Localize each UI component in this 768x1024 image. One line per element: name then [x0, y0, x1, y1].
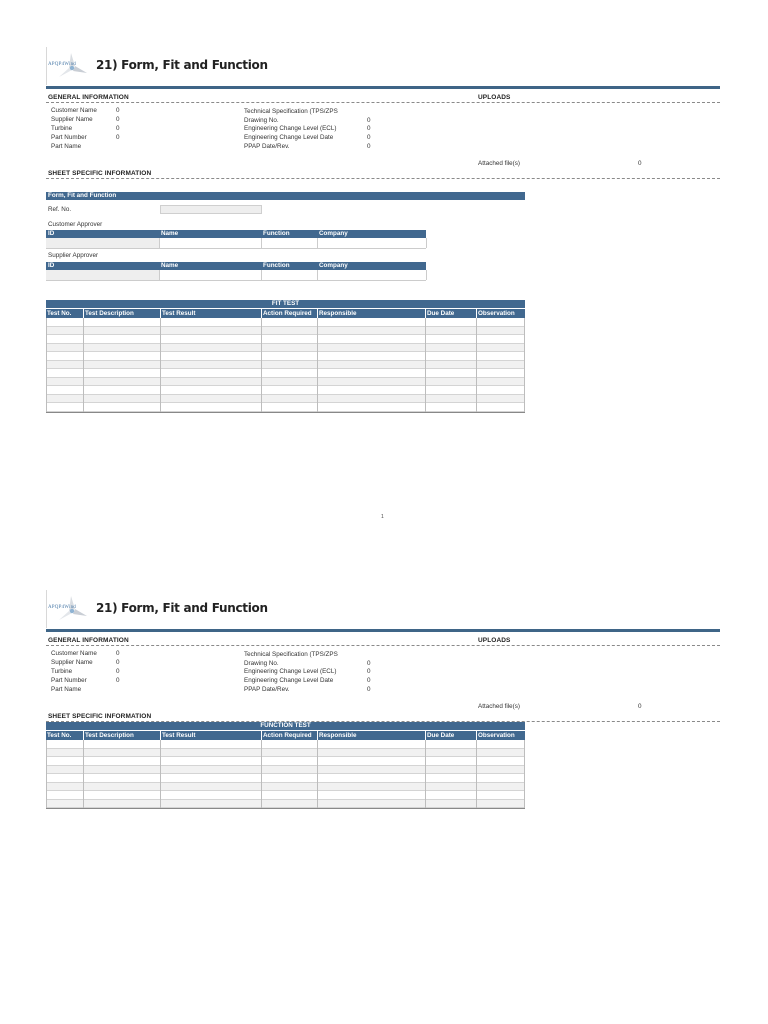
- supplier-name-label: Supplier Name: [51, 659, 93, 666]
- function-test-body: [46, 740, 525, 809]
- table-row[interactable]: [46, 791, 525, 800]
- uploads-title: UPLOADS: [478, 637, 511, 644]
- ref-no-label: Ref. No.: [48, 206, 72, 213]
- attached-files-label: Attached file(s): [478, 703, 520, 710]
- col-test-description: Test Description: [85, 732, 134, 739]
- function-test-table: [46, 722, 525, 809]
- column-divider: [261, 740, 262, 808]
- logo-text: APQP4Wind: [48, 62, 76, 67]
- table-row[interactable]: [46, 352, 525, 361]
- column-divider: [261, 318, 262, 412]
- sheet-specific-title: SHEET SPECIFIC INFORMATION: [48, 170, 152, 177]
- part-number-value: 0: [116, 134, 120, 141]
- tech-spec-label: Technical Specification (TPS/ZPS: [244, 651, 338, 658]
- col-company: Company: [319, 262, 348, 269]
- col-action-required: Action Required: [263, 310, 312, 317]
- ecl-date-value: 0: [367, 677, 371, 684]
- ecl-date-label: Engineering Change Level Date: [244, 677, 334, 684]
- table-row[interactable]: [46, 386, 525, 395]
- fit-test-body: [46, 318, 525, 413]
- col-responsible: Responsible: [319, 732, 357, 739]
- approver-table-header: [46, 230, 426, 238]
- table-row[interactable]: [46, 783, 525, 792]
- column-divider: [425, 740, 426, 808]
- col-function: Function: [263, 262, 290, 269]
- header-rule: [46, 629, 720, 632]
- ref-no-input[interactable]: [160, 205, 262, 214]
- ecl-date-label: Engineering Change Level Date: [244, 134, 334, 141]
- table-edge: [46, 318, 47, 412]
- column-divider: [160, 740, 161, 808]
- column-divider: [476, 740, 477, 808]
- ecl-value: 0: [367, 668, 371, 675]
- divider: [46, 178, 720, 179]
- table-row[interactable]: [46, 403, 525, 412]
- divider: [46, 645, 720, 646]
- drawing-no-value: 0: [367, 117, 371, 124]
- tech-spec-label: Technical Specification (TPS/ZPS: [244, 108, 338, 115]
- supplier-approver-row[interactable]: [46, 270, 426, 281]
- apqp4wind-logo: [46, 590, 93, 628]
- table-edge: [524, 318, 525, 412]
- fit-test-caption: FIT TEST: [46, 300, 525, 308]
- supplier-name-value: 0: [116, 659, 120, 666]
- table-row[interactable]: [46, 800, 525, 809]
- ecl-value: 0: [367, 125, 371, 132]
- divider: [46, 102, 720, 103]
- apqp4wind-logo: [46, 47, 93, 85]
- page-title: 21) Form, Fit and Function: [96, 58, 268, 72]
- page-number: 1: [381, 514, 384, 520]
- col-observation: Observation: [478, 310, 515, 317]
- col-id: ID: [48, 262, 55, 269]
- ppap-label: PPAP Date/Rev.: [244, 686, 290, 693]
- col-due-date: Due Date: [427, 310, 455, 317]
- col-observation: Observation: [478, 732, 515, 739]
- table-row[interactable]: [46, 335, 525, 344]
- drawing-no-value: 0: [367, 660, 371, 667]
- customer-name-value: 0: [116, 650, 120, 657]
- page-title: 21) Form, Fit and Function: [96, 601, 268, 615]
- turbine-label: Turbine: [51, 668, 73, 675]
- column-divider: [476, 318, 477, 412]
- general-info-title: GENERAL INFORMATION: [48, 94, 129, 101]
- supplier-approver-table: [46, 262, 426, 281]
- header-rule: [46, 86, 720, 89]
- part-number-label: Part Number: [51, 134, 87, 141]
- table-row[interactable]: [46, 740, 525, 749]
- column-divider: [83, 740, 84, 808]
- turbine-value: 0: [116, 125, 120, 132]
- function-test-header: [46, 730, 525, 740]
- col-action-required: Action Required: [263, 732, 312, 739]
- col-test-no: Test No.: [47, 310, 72, 317]
- customer-name-label: Customer Name: [51, 107, 97, 114]
- supplier-name-value: 0: [116, 116, 120, 123]
- col-test-no: Test No.: [47, 732, 72, 739]
- table-row[interactable]: [46, 327, 525, 336]
- table-edge: [524, 740, 525, 808]
- drawing-no-label: Drawing No.: [244, 660, 279, 667]
- ppap-value: 0: [367, 686, 371, 693]
- table-row[interactable]: [46, 757, 525, 766]
- col-test-result: Test Result: [162, 732, 196, 739]
- col-id: ID: [48, 230, 55, 237]
- fit-test-table: [46, 300, 525, 413]
- supplier-approver-label: Supplier Approver: [48, 252, 99, 259]
- ecl-date-value: 0: [367, 134, 371, 141]
- fit-test-header: [46, 308, 525, 318]
- turbine-label: Turbine: [51, 125, 73, 132]
- table-row[interactable]: [46, 344, 525, 353]
- ppap-label: PPAP Date/Rev.: [244, 143, 290, 150]
- function-test-caption: FUNCTION TEST: [46, 722, 525, 730]
- table-row[interactable]: [46, 766, 525, 775]
- drawing-no-label: Drawing No.: [244, 117, 279, 124]
- col-responsible: Responsible: [319, 310, 357, 317]
- table-row[interactable]: [46, 378, 525, 387]
- col-name: Name: [161, 262, 179, 269]
- supplier-name-label: Supplier Name: [51, 116, 93, 123]
- part-name-label: Part Name: [51, 143, 82, 150]
- column-divider: [425, 318, 426, 412]
- attached-files-value: 0: [638, 160, 642, 167]
- col-function: Function: [263, 230, 290, 237]
- col-company: Company: [319, 230, 348, 237]
- col-due-date: Due Date: [427, 732, 455, 739]
- column-divider: [83, 318, 84, 412]
- ecl-label: Engineering Change Level (ECL): [244, 668, 337, 675]
- attached-files-value: 0: [638, 703, 642, 710]
- sheet-specific-title: SHEET SPECIFIC INFORMATION: [48, 713, 152, 720]
- uploads-title: UPLOADS: [478, 94, 511, 101]
- col-name: Name: [161, 230, 179, 237]
- table-row[interactable]: [46, 774, 525, 783]
- part-number-value: 0: [116, 677, 120, 684]
- attached-files-label: Attached file(s): [478, 160, 520, 167]
- customer-approver-table: [46, 230, 426, 249]
- customer-approver-row[interactable]: [46, 238, 426, 249]
- table-row[interactable]: [46, 318, 525, 327]
- col-test-description: Test Description: [85, 310, 134, 317]
- general-info-title: GENERAL INFORMATION: [48, 637, 129, 644]
- approver-table-header: [46, 262, 426, 270]
- column-divider: [317, 740, 318, 808]
- turbine-value: 0: [116, 668, 120, 675]
- customer-name-value: 0: [116, 107, 120, 114]
- logo-text: APQP4Wind: [48, 605, 76, 610]
- column-divider: [317, 318, 318, 412]
- fff-section-bar: Form, Fit and Function: [46, 192, 525, 200]
- table-edge: [46, 740, 47, 808]
- table-row[interactable]: [46, 361, 525, 370]
- ecl-label: Engineering Change Level (ECL): [244, 125, 337, 132]
- ppap-value: 0: [367, 143, 371, 150]
- column-divider: [160, 318, 161, 412]
- table-row[interactable]: [46, 395, 525, 404]
- col-test-result: Test Result: [162, 310, 196, 317]
- part-number-label: Part Number: [51, 677, 87, 684]
- part-name-label: Part Name: [51, 686, 82, 693]
- customer-approver-label: Customer Approver: [48, 221, 103, 228]
- table-row[interactable]: [46, 749, 525, 758]
- customer-name-label: Customer Name: [51, 650, 97, 657]
- table-row[interactable]: [46, 369, 525, 378]
